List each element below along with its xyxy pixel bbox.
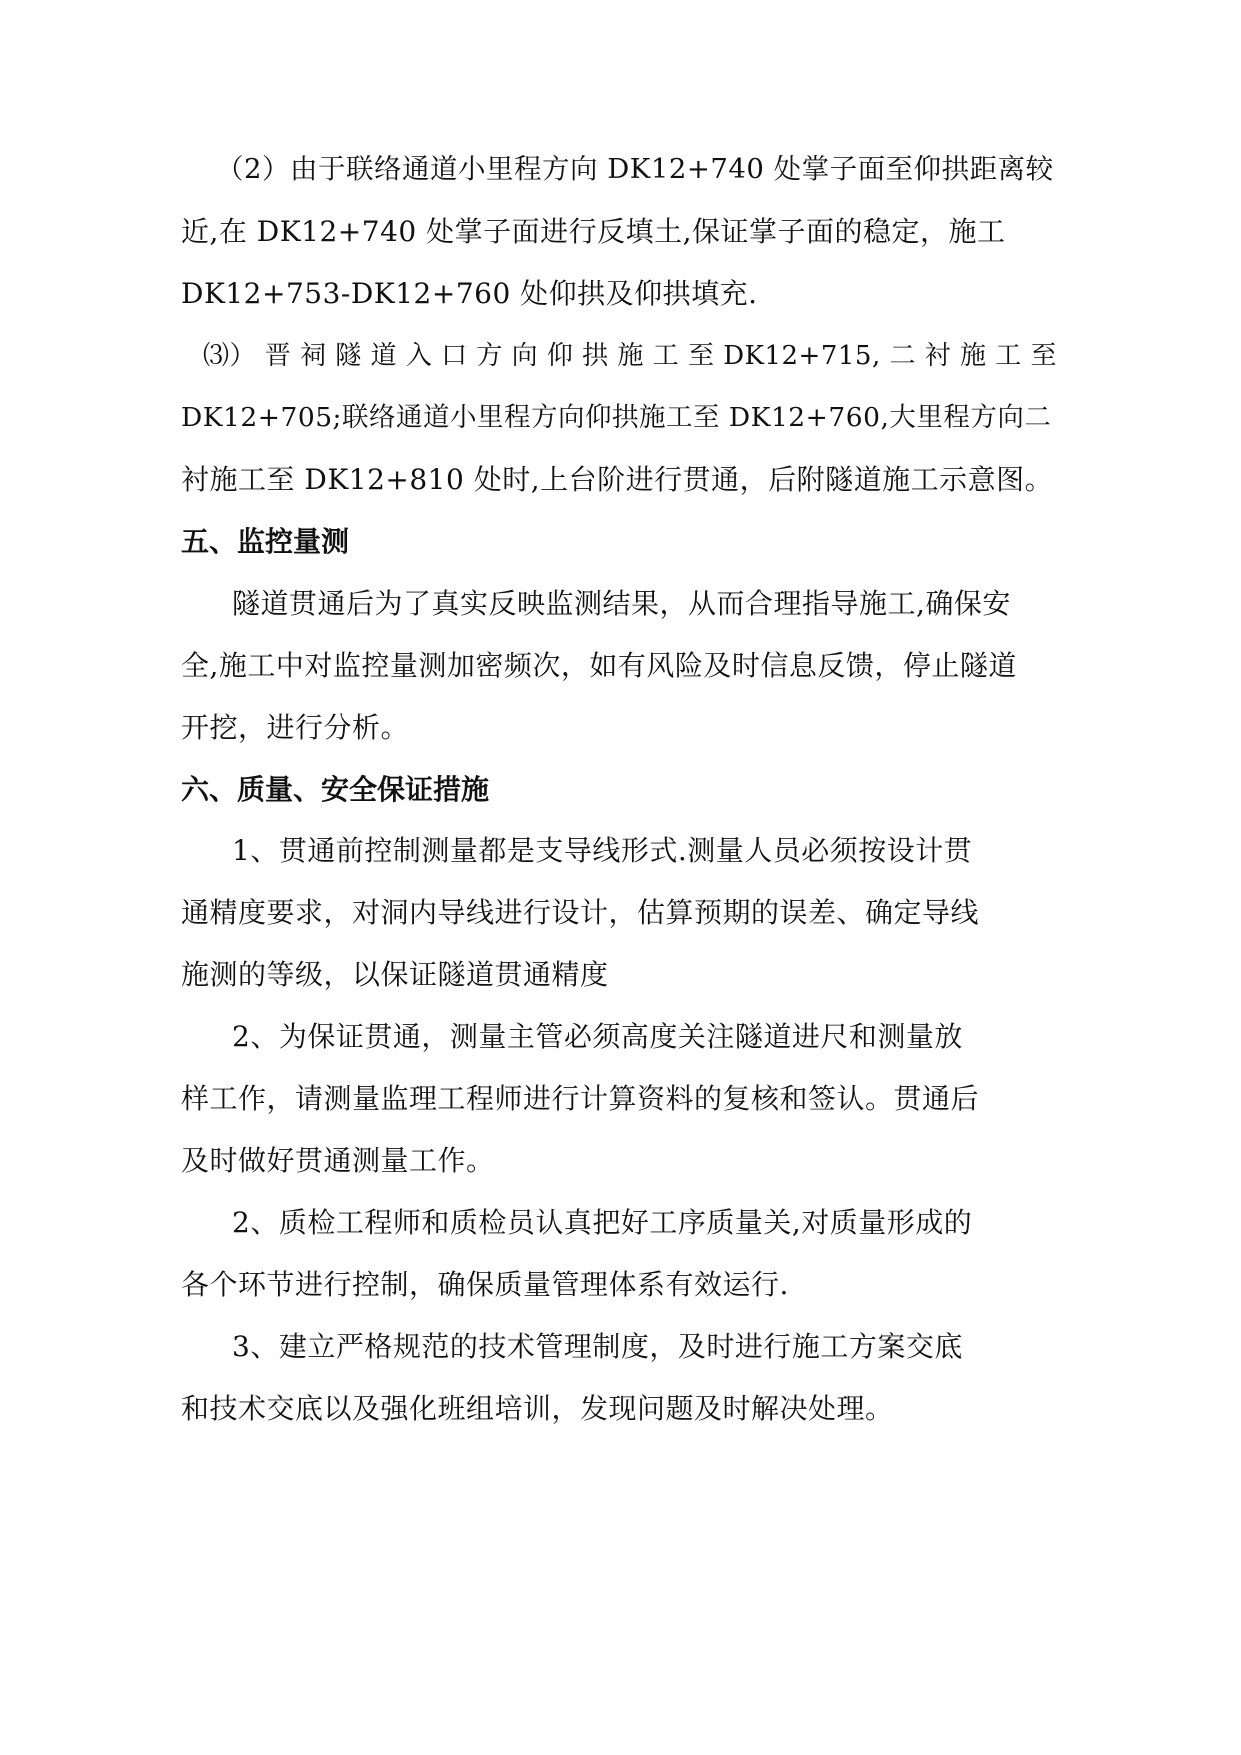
item3-line1: ⑶） 晋 祠 隧 道 入 口 方 向 仰 拱 施 工 至 DK12+715, 二 衬 施 工 至	[203, 341, 1058, 371]
item3-line2: DK12+705;联络通道小里程方向仰拱施工至 DK12+760,大里程方向二	[181, 402, 1052, 433]
measure2a-line2: 样工作，请测量监理工程师进行计算资料的复核和签认。贯通后	[181, 1082, 980, 1115]
item3-line3: 衬施工至 DK12+810 处时,上台阶进行贯通，后附隧道施工示意图。	[181, 463, 1054, 496]
para5-line2: 全,施工中对监控量测加密频次，如有风险及时信息反馈，停止隧道	[181, 649, 1017, 682]
item2-line2: 近,在 DK12+740 处掌子面进行反填土,保证掌子面的稳定，施工	[181, 215, 1006, 248]
measure3-line2: 和技术交底以及强化班组培训，发现问题及时解决处理。	[181, 1392, 894, 1425]
para5-line3: 开挖，进行分析。	[181, 711, 410, 744]
para5-line1: 隧道贯通后为了真实反映监测结果，从而合理指导施工,确保安	[232, 587, 1011, 620]
measure2a-line1: 2、为保证贯通，测量主管必须高度关注隧道进尺和测量放	[232, 1020, 963, 1053]
measure1-line2: 通精度要求，对洞内导线进行设计，估算预期的误差、确定导线	[181, 896, 980, 929]
heading-quality-safety: 六、质量、安全保证措施	[181, 773, 490, 806]
item2-line1: （2）由于联络通道小里程方向 DK12+740 处掌子面至仰拱距离较	[216, 153, 1054, 185]
item2-line3: DK12+753-DK12+760 处仰拱及仰拱填充.	[181, 277, 758, 310]
measure2a-line3: 及时做好贯通测量工作。	[181, 1144, 495, 1177]
measure1-line1: 1、贯通前控制测量都是支导线形式.测量人员必须按设计贯	[232, 834, 973, 867]
measure2b-line1: 2、质检工程师和质检员认真把好工序质量关,对质量形成的	[232, 1206, 973, 1239]
measure1-line3: 施测的等级，以保证隧道贯通精度	[181, 958, 609, 991]
measure3-line1: 3、建立严格规范的技术管理制度，及时进行施工方案交底	[232, 1330, 963, 1363]
heading-monitoring: 五、监控量测	[181, 525, 350, 558]
measure2b-line2: 各个环节进行控制，确保质量管理体系有效运行.	[181, 1268, 789, 1301]
